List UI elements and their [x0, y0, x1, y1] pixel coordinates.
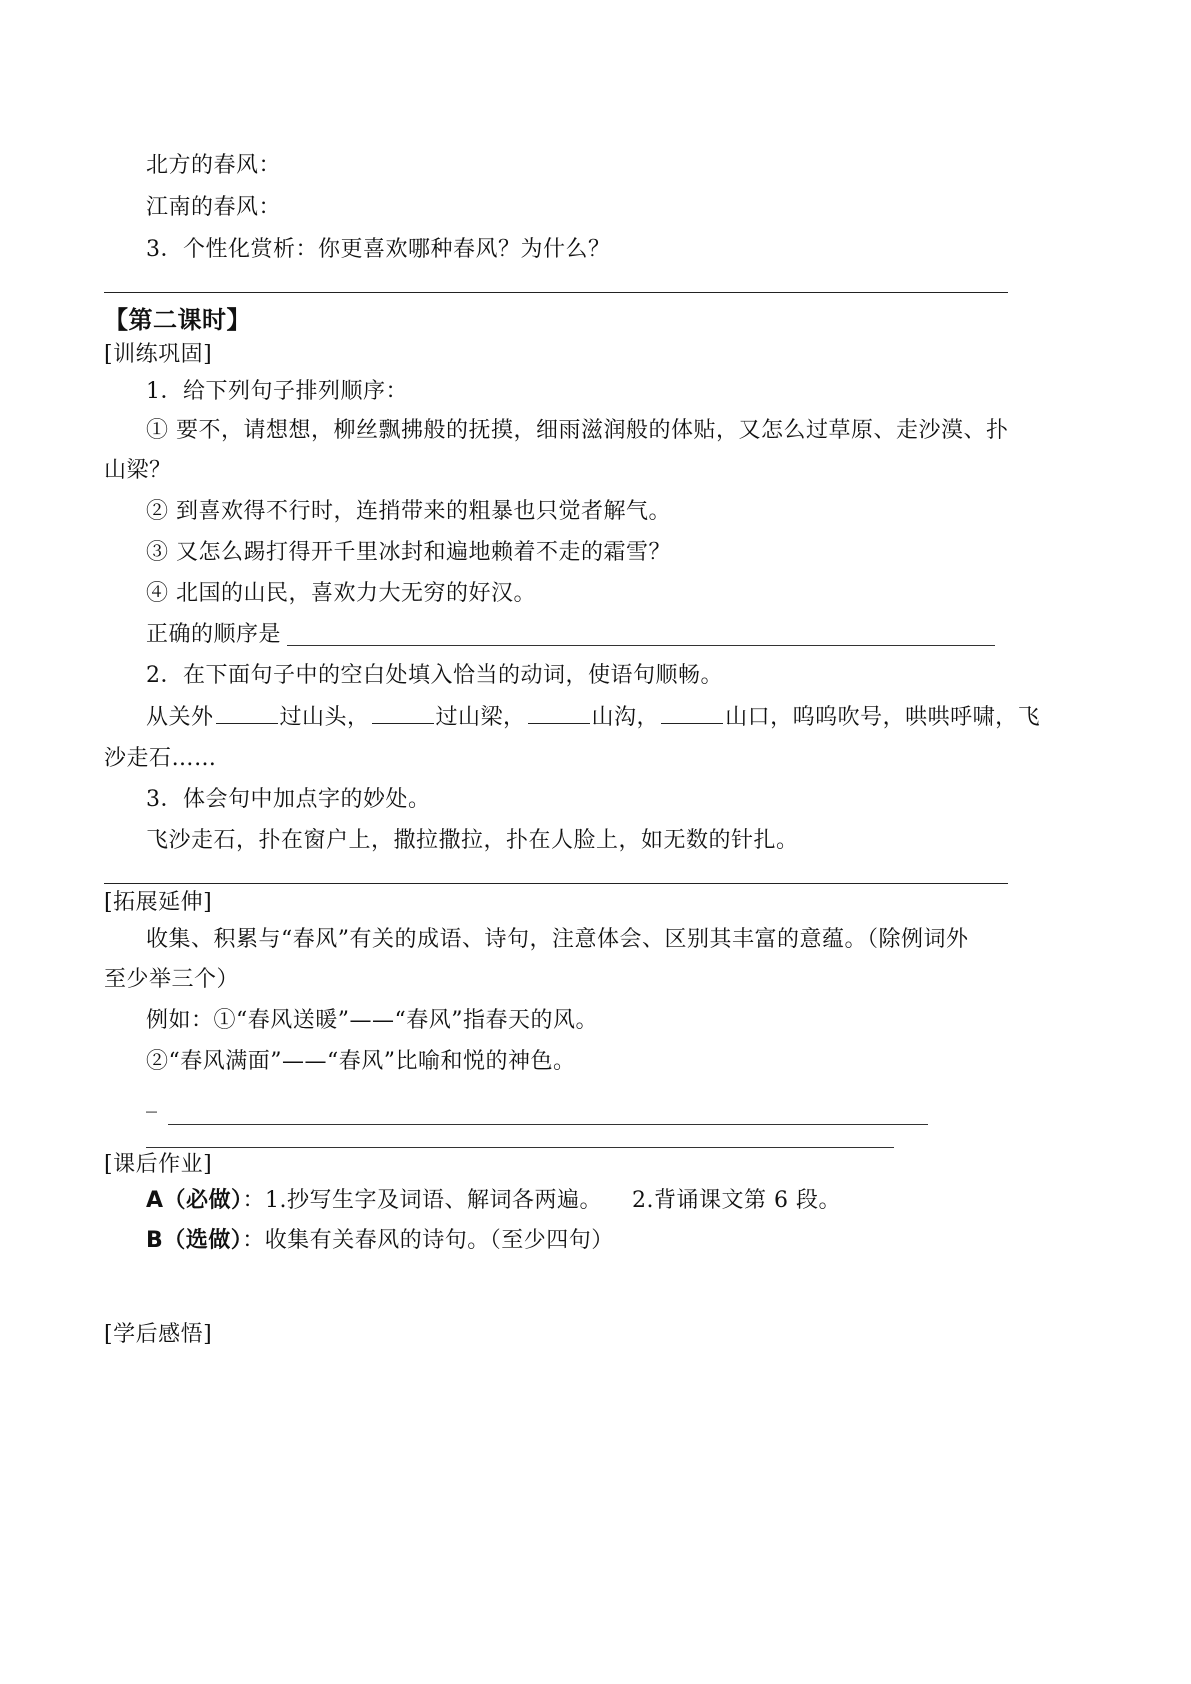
homework-a-text: ：1.抄写生字及词语、解词各两遍。 [242, 1188, 603, 1213]
question-2-sentence-cont: 沙走石…… [104, 746, 217, 771]
question-2-sentence [146, 703, 1040, 733]
sentence-1-line-2: 山梁？ [104, 458, 172, 483]
divider [104, 292, 1008, 293]
extension-paragraph-line-2: 至少举三个） [104, 967, 240, 992]
homework-a [146, 1186, 841, 1216]
q2-part-4: 山口，呜呜吹号，哄哄呼啸，飞 [725, 705, 1041, 730]
homework-a-label: A（必做） [146, 1188, 243, 1213]
q2-part-3: 山沟， [591, 705, 660, 730]
divider [104, 883, 1008, 884]
sentence-4: ④ 北国的山民，喜欢力大无穷的好汉。 [146, 581, 536, 606]
q2-part-1: 过山头， [279, 705, 370, 730]
south-wind-label: 江南的春风： [146, 195, 282, 220]
homework-heading: [课后作业] [104, 1152, 213, 1177]
extension-heading: [拓展延伸] [104, 890, 213, 915]
blank-1[interactable] [216, 703, 278, 724]
blank-4[interactable] [661, 703, 723, 724]
sentence-1-line-1: ① 要不，请想想，柳丝飘拂般的抚摸，细雨滋润般的体贴，又怎么过草原、走沙漠、扑 [146, 418, 1009, 443]
homework-b [146, 1226, 614, 1256]
answer-line-1[interactable] [168, 1124, 928, 1125]
training-heading: [训练巩固] [104, 342, 213, 367]
example-2: ②“春风满面”——“春风”比喻和悦的神色。 [146, 1049, 576, 1074]
reflection-heading: [学后感悟] [104, 1322, 213, 1347]
extension-paragraph-line-1: 收集、积累与“春风”有关的成语、诗句，注意体会、区别其丰富的意蕴。（除例词外 [146, 927, 969, 952]
answer-dash: _ [146, 1088, 158, 1113]
question-1: 1．给下列句子排列顺序： [146, 379, 408, 404]
order-answer-line[interactable] [287, 645, 995, 646]
q2-part-0: 从关外 [146, 705, 214, 730]
homework-a-text-2: 2.背诵课文第 6 段。 [632, 1188, 842, 1213]
homework-b-label: B（选做） [146, 1228, 243, 1253]
blank-2[interactable] [372, 703, 434, 724]
sentence-3: ③ 又怎么踢打得开千里冰封和遍地赖着不走的霜雪？ [146, 540, 671, 565]
question-3-sentence: 飞沙走石，扑在窗户上，撒拉撒拉，扑在人脸上，如无数的针扎。 [146, 828, 799, 853]
sentence-2: ② 到喜欢得不行时，连捎带来的粗暴也只觉者解气。 [146, 499, 671, 524]
order-label: 正确的顺序是 [146, 622, 282, 647]
example-1: 例如：①“春风送暖”——“春风”指春天的风。 [146, 1008, 598, 1033]
homework-b-text: ：收集有关春风的诗句。（至少四句） [242, 1228, 614, 1253]
question-3-personal: 3．个性化赏析：你更喜欢哪种春风？为什么？ [146, 237, 611, 262]
question-2: 2．在下面句子中的空白处填入恰当的动词，使语句顺畅。 [146, 663, 723, 688]
lesson-2-title: 【第二课时】 [104, 306, 251, 334]
question-3: 3．体会句中加点字的妙处。 [146, 787, 431, 812]
north-wind-label: 北方的春风： [146, 153, 282, 178]
answer-line-2[interactable] [146, 1147, 894, 1148]
blank-3[interactable] [528, 703, 590, 724]
q2-part-2: 过山梁， [435, 705, 526, 730]
